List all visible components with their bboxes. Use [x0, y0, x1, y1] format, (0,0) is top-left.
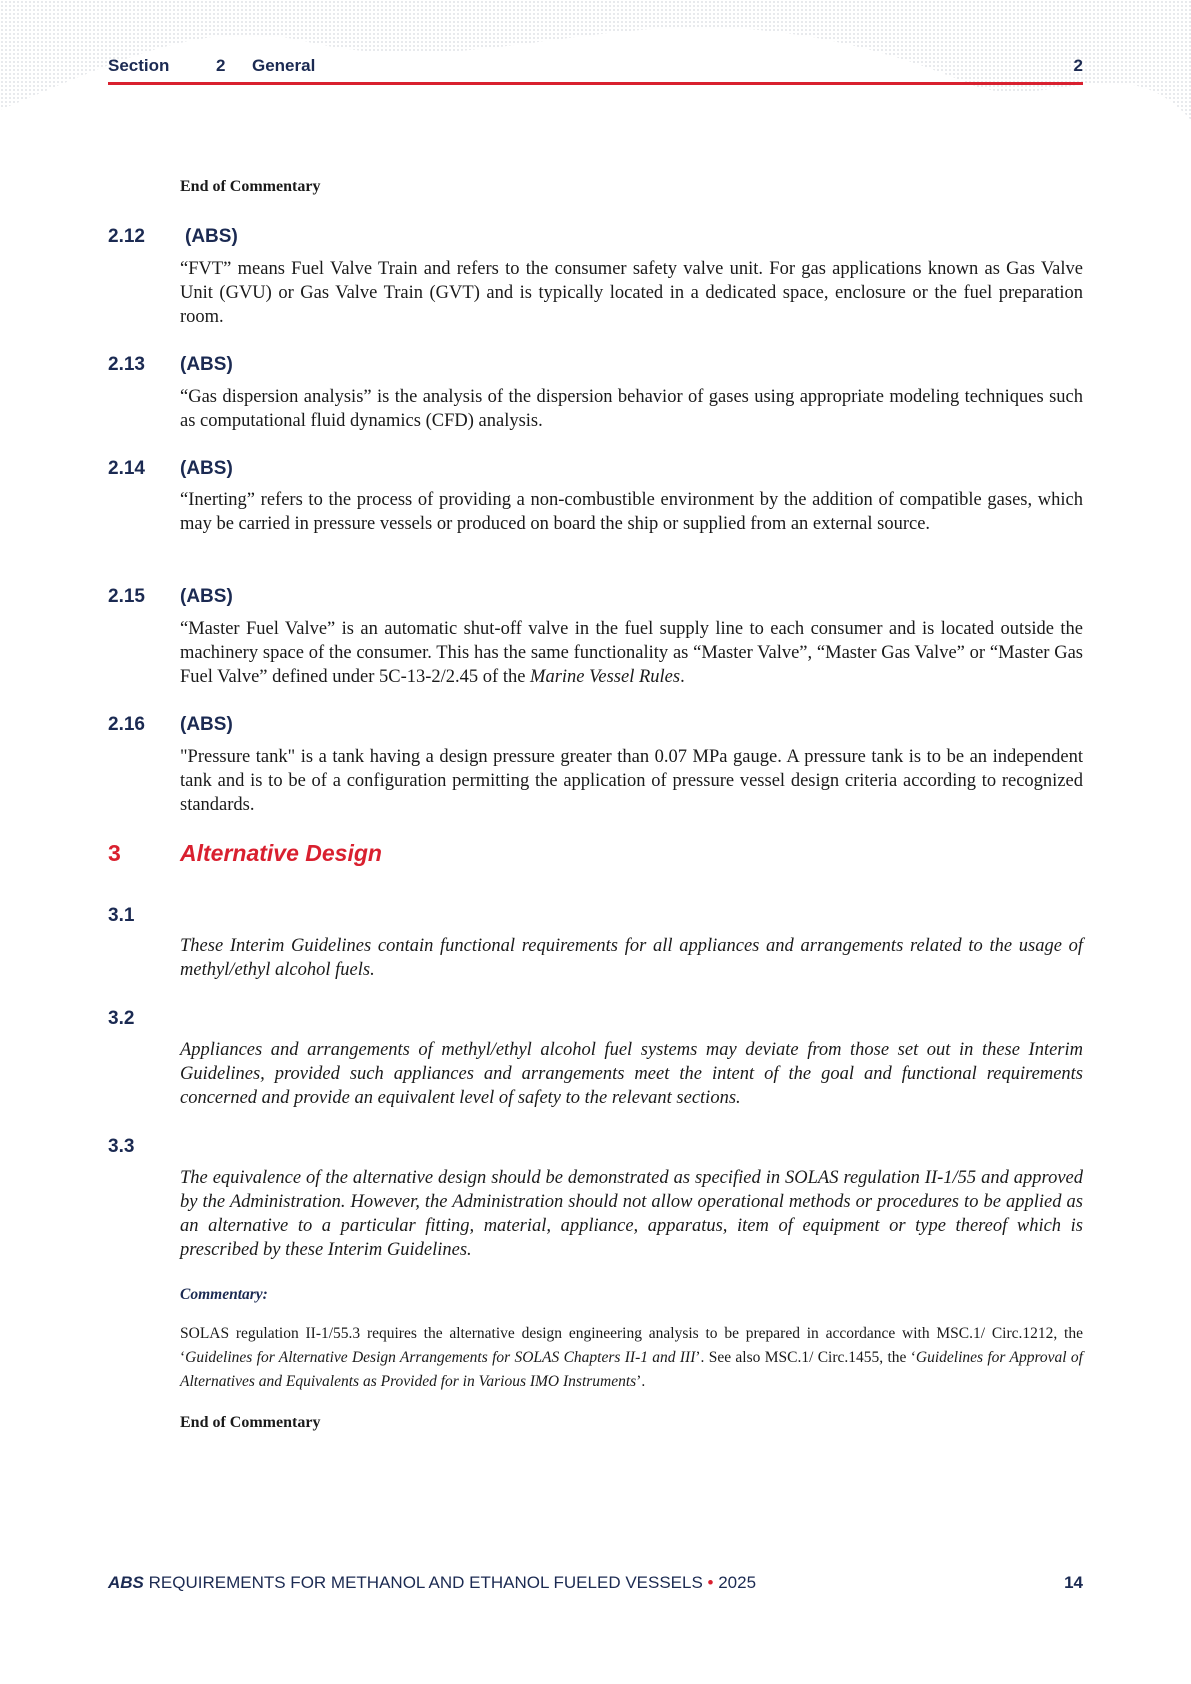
- paragraph-number: 2.13: [108, 354, 145, 375]
- paragraph-text-3-1: These Interim Guidelines contain functional requirements for all appliances and arrangements related to the usage of methyl/ethyl alcohol fuels.: [180, 936, 1083, 980]
- paragraph-text-2-13: “Gas dispersion analysis” is the analysis of the dispersion behavior of gases using appropriate modeling techniques such as computational fluid dynamics (CFD) analysis.: [180, 387, 1083, 431]
- paragraph-heading-2-13: [108, 354, 233, 376]
- paragraph-text: “Master Fuel Valve” is an automatic shut-off valve in the fuel supply line to each consumer and is located outside the machinery space of the consumer. This has the same functionality as “Master Valve”, “Master Gas Valve” or “Master Gas Fuel Valve” defined under 5C-13-2/2.45 of the: [180, 619, 1083, 687]
- end-of-commentary-top: End of Commentary: [180, 178, 321, 195]
- paragraph-number: 2.14: [108, 458, 145, 479]
- header-divider: [108, 82, 1083, 85]
- paragraph-heading-2-16: [108, 714, 233, 736]
- page-footer: [108, 1573, 1083, 1595]
- paragraph-tag: (ABS): [180, 586, 233, 607]
- paragraph-number: 2.16: [108, 714, 145, 735]
- header-section-title: General: [252, 56, 316, 75]
- section-heading: [108, 840, 382, 867]
- page-number: 14: [1064, 1573, 1083, 1592]
- commentary-part: ’.: [636, 1373, 646, 1390]
- paragraph-heading-2-15: [108, 586, 233, 608]
- paragraph-tag: (ABS): [180, 458, 233, 479]
- page-header: [108, 54, 1083, 78]
- commentary-part: SOLAS regulation II-1/55.3 requires the alternative design engineering analysis to be prepared in accordance with MSC.1/ Circ.1212, the ‘: [180, 1325, 1083, 1366]
- paragraph-text-3-3: The equivalence of the alternative design should be demonstrated as specified in SOLAS regulation II-1/55 and approved by the Administration. However, the Administration should not allow operational methods or procedures to be applied as an alternative to a particular fitting, material, appliance, apparatus, item of equipment or type thereof which is prescribed by these Interim Guidelines.: [180, 1168, 1083, 1260]
- paragraph-heading-2-12: [108, 226, 238, 248]
- paragraph-text-3-2: Appliances and arrangements of methyl/ethyl alcohol fuel systems may deviate from those set out in these Interim Guidelines, provided such appliances and arrangements meet the intent of the goal and functional requirements concerned and provide an equivalent level of safety to the relevant sections.: [180, 1040, 1083, 1108]
- paragraph-text-2-12: “FVT” means Fuel Valve Train and refers to the consumer safety valve unit. For gas applications known as Gas Valve Unit (GVU) or Gas Valve Train (GVT) and is typically located in a dedicated space, enclosure or the fuel preparation room.: [180, 259, 1083, 327]
- header-right-number: 2: [1073, 56, 1083, 75]
- paragraph-heading-3-3: [108, 1136, 134, 1158]
- commentary-doc-title: Guidelines for Approval of Alternatives and Equivalents as Provided for in Various IMO Instruments: [180, 1349, 1083, 1390]
- paragraph-heading-2-14: [108, 458, 233, 480]
- paragraph-tag: (ABS): [185, 226, 238, 247]
- commentary-part: ’. See also MSC.1/ Circ.1455, the ‘: [695, 1349, 916, 1366]
- commentary-doc-title: Guidelines for Alternative Design Arrangements for SOLAS Chapters II-1 and III: [185, 1349, 696, 1366]
- header-section-label: Section: [108, 56, 170, 75]
- commentary-label: Commentary:: [180, 1286, 268, 1303]
- paragraph-number: 3.2: [108, 1008, 135, 1029]
- paragraph-number: 2.12: [108, 226, 145, 247]
- paragraph-heading-3-2: [108, 1008, 134, 1030]
- paragraph-tag: (ABS): [180, 714, 233, 735]
- section-title: Alternative Design: [180, 840, 382, 866]
- footer-brand: ABS: [108, 1573, 144, 1592]
- commentary-text: [180, 1322, 1083, 1394]
- header-section-number: 2: [216, 56, 226, 75]
- paragraph-tag: (ABS): [180, 354, 233, 375]
- rules-reference: Marine Vessel Rules: [530, 667, 681, 687]
- paragraph-text-2-15: [180, 617, 1083, 689]
- end-of-commentary-bottom: End of Commentary: [180, 1414, 321, 1431]
- footer-year: 2025: [718, 1573, 757, 1592]
- paragraph-number: 3.3: [108, 1136, 135, 1157]
- paragraph-number: 3.1: [108, 905, 135, 926]
- paragraph-text-2-14: “Inerting” refers to the process of providing a non-combustible environment by the addition of compatible gases, which may be carried in pressure vessels or produced on board the ship or supplied from an external source.: [180, 490, 1083, 534]
- paragraph-text-end: .: [680, 667, 685, 687]
- footer-separator: •: [702, 1573, 719, 1592]
- paragraph-number: 2.15: [108, 586, 145, 607]
- footer-title: REQUIREMENTS FOR METHANOL AND ETHANOL FUELED VESSELS: [143, 1573, 703, 1592]
- paragraph-heading-3-1: [108, 905, 134, 927]
- paragraph-text-2-16: "Pressure tank" is a tank having a design pressure greater than 0.07 MPa gauge. A pressure tank is to be an independent tank and is to be of a configuration permitting the application of pressure vessel design criteria according to recognized standards.: [180, 747, 1083, 815]
- section-number: 3: [108, 840, 121, 866]
